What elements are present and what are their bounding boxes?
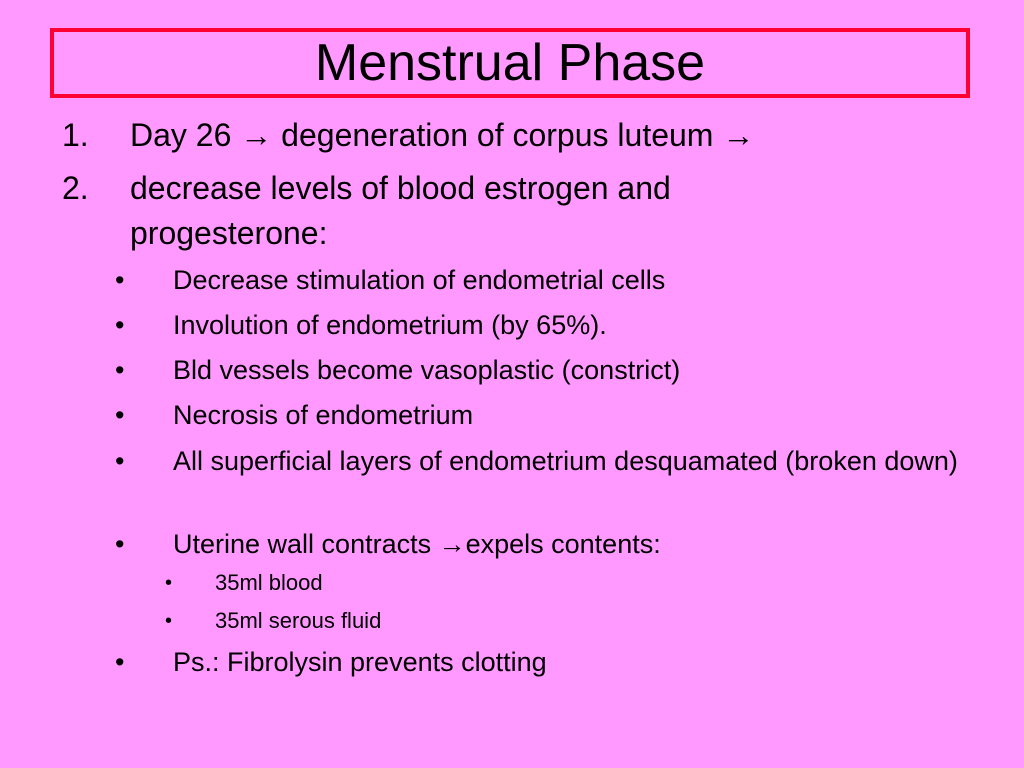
- sub-bullet-marker: •: [165, 610, 173, 632]
- bullet-marker: •: [115, 400, 125, 430]
- bullet-text: Ps.: Fibrolysin prevents clotting: [173, 647, 547, 677]
- bullet-text: All superficial layers of endometrium desquamated (broken down): [173, 446, 958, 476]
- bullet-item: [115, 444, 975, 512]
- slide-title: Menstrual Phase: [314, 34, 706, 92]
- title-box: [50, 28, 970, 98]
- bullet-text: Uterine wall contracts →expels contents:: [173, 529, 661, 559]
- bullet-marker: •: [115, 446, 125, 476]
- sub-bullet-text: 35ml blood: [215, 570, 323, 595]
- bullet-item: [115, 645, 975, 679]
- numbered-item: [62, 166, 962, 256]
- bullet-marker: •: [115, 647, 125, 677]
- bullet-text: Necrosis of endometrium: [173, 400, 474, 430]
- bullet-marker: •: [115, 310, 125, 340]
- sub-bullet-item: [165, 568, 765, 598]
- list-item-text: Day 26 → degeneration of corpus luteum →: [130, 117, 755, 153]
- sub-bullet-marker: •: [165, 572, 173, 594]
- bullet-marker: •: [115, 355, 125, 385]
- bullet-marker: •: [115, 529, 125, 559]
- bullet-text: Decrease stimulation of endometrial cells: [173, 265, 666, 295]
- sub-bullet-text: 35ml serous fluid: [215, 608, 382, 633]
- bullet-item: [115, 308, 975, 342]
- bullet-item: [115, 398, 975, 432]
- list-marker: 1.: [62, 117, 89, 153]
- bullet-item: [115, 527, 975, 561]
- sub-bullet-item: [165, 606, 765, 636]
- numbered-item: [62, 113, 962, 158]
- bullet-item: [115, 353, 975, 387]
- bullet-item: [115, 263, 975, 297]
- bullet-text: Involution of endometrium (by 65%).: [173, 310, 607, 340]
- bullet-text: Bld vessels become vasoplastic (constrict): [173, 355, 681, 385]
- bullet-marker: •: [115, 265, 125, 295]
- list-marker: 2.: [62, 170, 89, 206]
- list-item-text: decrease levels of blood estrogen and progesterone:: [130, 170, 671, 251]
